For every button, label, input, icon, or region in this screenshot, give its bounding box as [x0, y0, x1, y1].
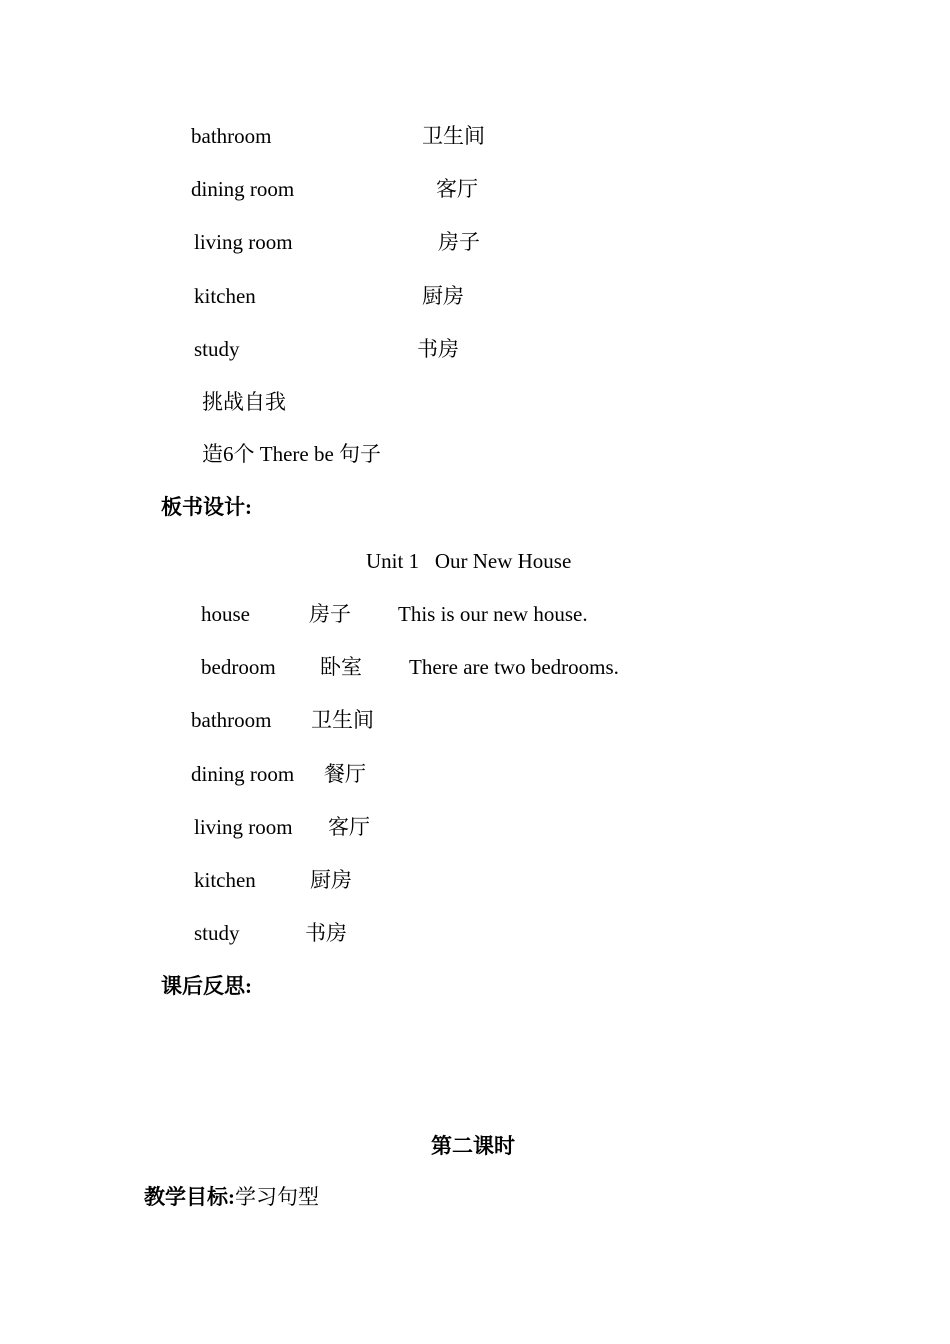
board-en-dining-room: dining room	[191, 762, 295, 786]
board-en-study: study	[194, 921, 240, 945]
blackboard-heading: 板书设计:	[161, 495, 252, 519]
board-sentence-house: This is our new house.	[398, 602, 588, 626]
vocab-en-bathroom: bathroom	[191, 124, 272, 148]
vocab-en-kitchen: kitchen	[194, 284, 256, 308]
vocab-zh-dining-room: 客厅	[436, 177, 478, 201]
vocab-en-study: study	[194, 337, 240, 361]
lesson2-goal-label: 教学目标:	[144, 1185, 235, 1209]
board-en-kitchen: kitchen	[194, 868, 256, 892]
board-zh-bathroom: 卫生间	[311, 708, 374, 732]
blackboard-title: Unit 1 Our New House	[366, 549, 572, 573]
vocab-en-living-room: living room	[194, 230, 293, 254]
board-zh-dining-room: 餐厅	[324, 762, 366, 786]
vocab-en-dining-room: dining room	[191, 177, 295, 201]
vocab-zh-study: 书房	[417, 337, 459, 361]
vocab-zh-living-room: 房子	[438, 230, 480, 254]
board-zh-kitchen: 厨房	[310, 868, 352, 892]
board-zh-study: 书房	[305, 921, 347, 945]
board-zh-house: 房子	[309, 602, 351, 626]
challenge-task: 造6个 There be 句子	[202, 442, 382, 466]
board-en-bathroom: bathroom	[191, 708, 272, 732]
board-sentence-bedroom: There are two bedrooms.	[409, 655, 619, 679]
board-en-house: house	[201, 602, 250, 626]
lesson2-goal	[144, 1187, 319, 1208]
challenge-heading: 挑战自我	[202, 390, 286, 414]
board-zh-bedroom: 卧室	[320, 655, 362, 679]
board-en-bedroom: bedroom	[201, 655, 276, 679]
lesson2-title: 第二课时	[431, 1134, 515, 1158]
vocab-zh-bathroom: 卫生间	[422, 124, 485, 148]
vocab-zh-kitchen: 厨房	[422, 284, 464, 308]
board-zh-living-room: 客厅	[328, 815, 370, 839]
reflection-heading: 课后反思:	[161, 974, 252, 998]
board-en-living-room: living room	[194, 815, 293, 839]
lesson2-goal-text: 学习句型	[235, 1185, 319, 1209]
